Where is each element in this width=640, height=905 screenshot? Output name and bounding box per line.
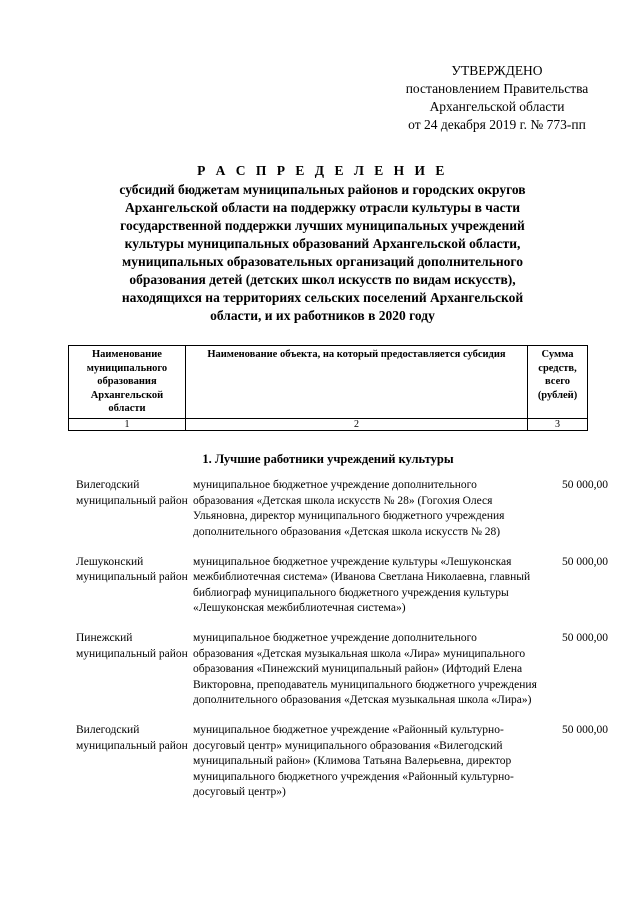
- section-title: 1. Лучшие работники учреждений культуры: [202, 452, 454, 466]
- amount-cell: 50 000,00: [562, 632, 608, 644]
- amount-cell: 50 000,00: [562, 555, 608, 568]
- title-line: субсидий бюджетам муниципальных районов и городских округов: [119, 182, 526, 197]
- title-line: муниципальных образовательных организаций дополнительного: [122, 254, 523, 269]
- column-header-amount: Сумма средств, всего (рублей): [528, 346, 588, 419]
- municipality-cell: Вилегодский муниципальный район: [76, 479, 188, 507]
- approval-stamp: [382, 62, 612, 134]
- object-cell: муниципальное бюджетное учреждение культуры «Лешуконская межбиблиотечная система» (Иванова Светлана Николаевна, главный библиограф муниципального бюджетного учреждения культуры «Лешуконская межбиблиотечная система»): [193, 555, 531, 614]
- table-row: [68, 555, 608, 617]
- column-number: 3: [528, 419, 588, 431]
- approval-line: от 24 декабря 2019 г. № 773-пп: [408, 117, 586, 132]
- column-header-municipality: Наименование муниципального образования Архангельской области: [69, 346, 186, 419]
- title-line: области, и их работников в 2020 году: [210, 308, 435, 323]
- column-number: 2: [185, 419, 527, 431]
- distribution-table-header: [68, 345, 588, 431]
- amount-cell: 50 000,00: [562, 479, 608, 491]
- amount-cell: 50 000,00: [562, 724, 608, 736]
- title-line: культуры муниципальных образований Архангельской области,: [124, 236, 521, 251]
- object-cell: муниципальное бюджетное учреждение дополнительного образования «Детская школа искусств № 28» (Гогохия Олеся Ульяновна, директор муниципального бюджетного учреждения дополнительного образования «Детская школа искусств № 28): [193, 479, 505, 538]
- municipality-cell: Вилегодский муниципальный район: [76, 724, 188, 752]
- table-row: [68, 631, 608, 709]
- table-row: [68, 478, 608, 540]
- municipality-cell: Пинежский муниципальный район: [76, 632, 188, 660]
- title-heading: Р А С П Р Е Д Е Л Е Н И Е: [197, 163, 448, 178]
- column-header-object: Наименование объекта, на который предоставляется субсидия: [185, 346, 527, 419]
- column-number: 1: [69, 419, 186, 431]
- title-line: находящихся на территориях сельских поселений Архангельской: [121, 290, 524, 305]
- object-cell: муниципальное бюджетное учреждение дополнительного образования «Детская музыкальная школа «Лира» муниципального образования «Пинежский муниципальный район» (Ифтодий Елена Викторовна, преподаватель муниципального бюджетного учреждения дополнительного образования «Детская музыкальная школа «Лира»): [193, 632, 537, 706]
- approval-line: УТВЕРЖДЕНО: [451, 63, 543, 78]
- approval-line: Архангельской области: [429, 99, 565, 114]
- approval-line: постановлением Правительства: [405, 81, 589, 96]
- table-body: [68, 478, 608, 815]
- object-cell: муниципальное бюджетное учреждение «Районный культурно-досуговый центр» муниципального образования «Вилегодский муниципальный район» (Климова Татьяна Валерьевна, директор муниципального бюджетного учреждения «Районный культурно-досуговый центр»): [193, 724, 514, 798]
- title-line: Архангельской области на поддержку отрасли культуры в части: [124, 200, 521, 215]
- title-line: образования детей (детских школ искусств по видам искусств),: [129, 272, 516, 287]
- document-title: [60, 162, 585, 325]
- table-row: [68, 723, 608, 801]
- title-line: государственной поддержки лучших муниципальных учреждений: [120, 218, 525, 233]
- municipality-cell: Лешуконский муниципальный район: [76, 555, 188, 583]
